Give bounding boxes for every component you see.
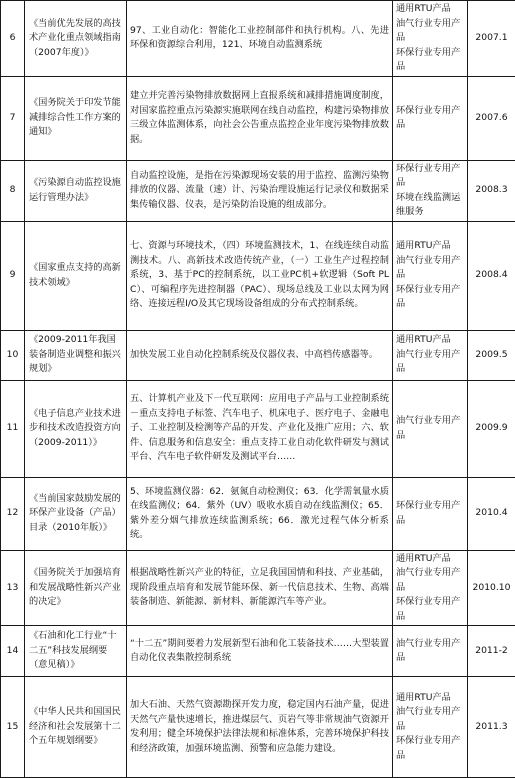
policy-content: 建立并完善污染物排放数据网上直报系统和减排措施调度制度，对国家监控重点污染源实施联网在线自动监控，构建污染物排放三级立体监测体系，向社会公告重点监控企业年度污染物排放数据。 bbox=[127, 76, 393, 160]
row-number: 12 bbox=[1, 477, 25, 550]
issue-date: 2009.9 bbox=[468, 380, 515, 477]
issue-date: 2010.10 bbox=[468, 550, 515, 626]
related-products: 油气行业专用产品 bbox=[393, 626, 468, 677]
issue-date: 2008.3 bbox=[468, 160, 515, 221]
row-number: 6 bbox=[1, 1, 25, 77]
policy-content: 根据战略性新兴产业的特征，立足我国国情和科技、产业基础，现阶段重点培育和发展节能环保、新一代信息技术、生物、高端装备制造、新能源、新材料、新能源汽车等产业。 bbox=[127, 550, 393, 626]
table-row bbox=[1, 221, 515, 330]
row-number: 13 bbox=[1, 550, 25, 626]
policy-document-title: 《当前国家鼓励发展的环保产业设备（产品）目录（2010年版）》 bbox=[25, 477, 127, 550]
table-row bbox=[1, 330, 515, 380]
related-products: 通用RTU产品 油气行业专用产品 环保行业专用产品 bbox=[393, 221, 468, 330]
table-row bbox=[1, 677, 515, 778]
policy-document-title: 《当前优先发展的高技术产业化重点领域指南（2007年度）》 bbox=[25, 1, 127, 77]
related-products: 通用RTU产品 油气行业专用产品 环保行业专用产品 bbox=[393, 550, 468, 626]
table-row bbox=[1, 160, 515, 221]
row-number: 10 bbox=[1, 330, 25, 380]
related-products: 环保行业专用产品 bbox=[393, 76, 468, 160]
related-products: 油气行业专用产品 bbox=[393, 380, 468, 477]
row-number: 9 bbox=[1, 221, 25, 330]
issue-date: 2007.6 bbox=[468, 76, 515, 160]
policy-content: 七、资源与环境技术，（四）环境监测技术，1、在线连续自动监测技术。八、高新技术改造传统产业，（一）工业生产过程控制系统，3、基于PC的控制系统，以工业PC机+软逻辑（Soft PLC）、可编程序先进控制器（PAC）、现场总线及工业以太网为网络、连接远程I/O及其它现场设备组成的分布式控制系统。 bbox=[127, 221, 393, 330]
table-row bbox=[1, 477, 515, 550]
policy-content: 加大石油、天然气资源勘探开发力度，稳定国内石油产量，促进天然气产量快速增长，推进煤层气、页岩气等非常规油气资源开发利用；健全环境保护法律法规和标准体系，完善环境保护科技和经济政策，加强环境监测、预警和应急能力建设。 bbox=[127, 677, 393, 778]
row-number: 7 bbox=[1, 76, 25, 160]
related-products: 环保行业专用产品 环境在线监测运维服务 bbox=[393, 160, 468, 221]
issue-date: 2010.4 bbox=[468, 477, 515, 550]
row-number: 15 bbox=[1, 677, 25, 778]
policy-content: 加快发展工业自动化控制系统及仪器仪表、中高档传感器等。 bbox=[127, 330, 393, 380]
table-row bbox=[1, 1, 515, 77]
row-number: 14 bbox=[1, 626, 25, 677]
policy-content: 自动监控设施，是指在污染源现场安装的用于监控、监测污染物排放的仪器、流量（速）计、污染治理设施运行记录仪和数据采集传输仪器、仪表，是污染防治设施的组成部分。 bbox=[127, 160, 393, 221]
table-row bbox=[1, 626, 515, 677]
issue-date: 2011-2 bbox=[468, 626, 515, 677]
related-products: 通用RTU产品 油气行业专用产品 bbox=[393, 330, 468, 380]
issue-date: 2007.1 bbox=[468, 1, 515, 77]
related-products: 通用RTU产品 油气行业专用产品 环保行业专用产品 bbox=[393, 677, 468, 778]
issue-date: 2011.3 bbox=[468, 677, 515, 778]
issue-date: 2008.4 bbox=[468, 221, 515, 330]
table-row bbox=[1, 550, 515, 626]
related-products: 通用RTU产品 油气行业专用产品 环保行业专用产品 bbox=[393, 1, 468, 77]
policy-document-title: 《污染源自动监控设施运行管理办法》 bbox=[25, 160, 127, 221]
policy-document-title: 《国家重点支持的高新技术领域》 bbox=[25, 221, 127, 330]
row-number: 8 bbox=[1, 160, 25, 221]
policy-document-title: 《国务院关于加强培育和发展战略性新兴产业的决定》 bbox=[25, 550, 127, 626]
table-row bbox=[1, 380, 515, 477]
policy-document-title: 《石油和化工行业“十二五”科技发展纲要（意见稿）》 bbox=[25, 626, 127, 677]
policy-content: 五、计算机产业及下一代互联网：应用电子产品与工业控制系统－重点支持电子标签、汽车电子、机床电子、医疗电子、金融电子、工业控制及检测等产品的开发、产业化及推广应用；六、软件、信息服务和信息安全：重点支持工业自动化软件研发与测试平台、汽车电子软件研发及测试平台…… bbox=[127, 380, 393, 477]
policy-document-title: 《电子信息产业技术进步和技术改造投资方向（2009-2011）》 bbox=[25, 380, 127, 477]
policy-content: “十二五”期间要着力发展新型石油和化工装备技术……大型装置自动化仪表集散控制系统 bbox=[127, 626, 393, 677]
issue-date: 2009.5 bbox=[468, 330, 515, 380]
policy-document-title: 《中华人民共和国国民经济和社会发展第十二个五年规划纲要》 bbox=[25, 677, 127, 778]
related-products: 环保行业专用产品 bbox=[393, 477, 468, 550]
policy-content: 97、工业自动化：智能化工业控制部件和执行机构。八、先进环保和资源综合利用，121、环境自动监测系统 bbox=[127, 1, 393, 77]
table-row bbox=[1, 76, 515, 160]
policy-document-title: 《2009-2011年我国装备制造业调整和振兴规划》 bbox=[25, 330, 127, 380]
policy-document-title: 《国务院关于印发节能减排综合性工作方案的通知》 bbox=[25, 76, 127, 160]
policy-content: 5、环境监测仪器：62．氨氮自动检测仪；63．化学需氧量水质在线监测仪；64．紫外（UV）吸收水质自动在线监测仪；65．紫外差分烟气排放连续监测系统；66．激光过程气体分析系统。 bbox=[127, 477, 393, 550]
row-number: 11 bbox=[1, 380, 25, 477]
